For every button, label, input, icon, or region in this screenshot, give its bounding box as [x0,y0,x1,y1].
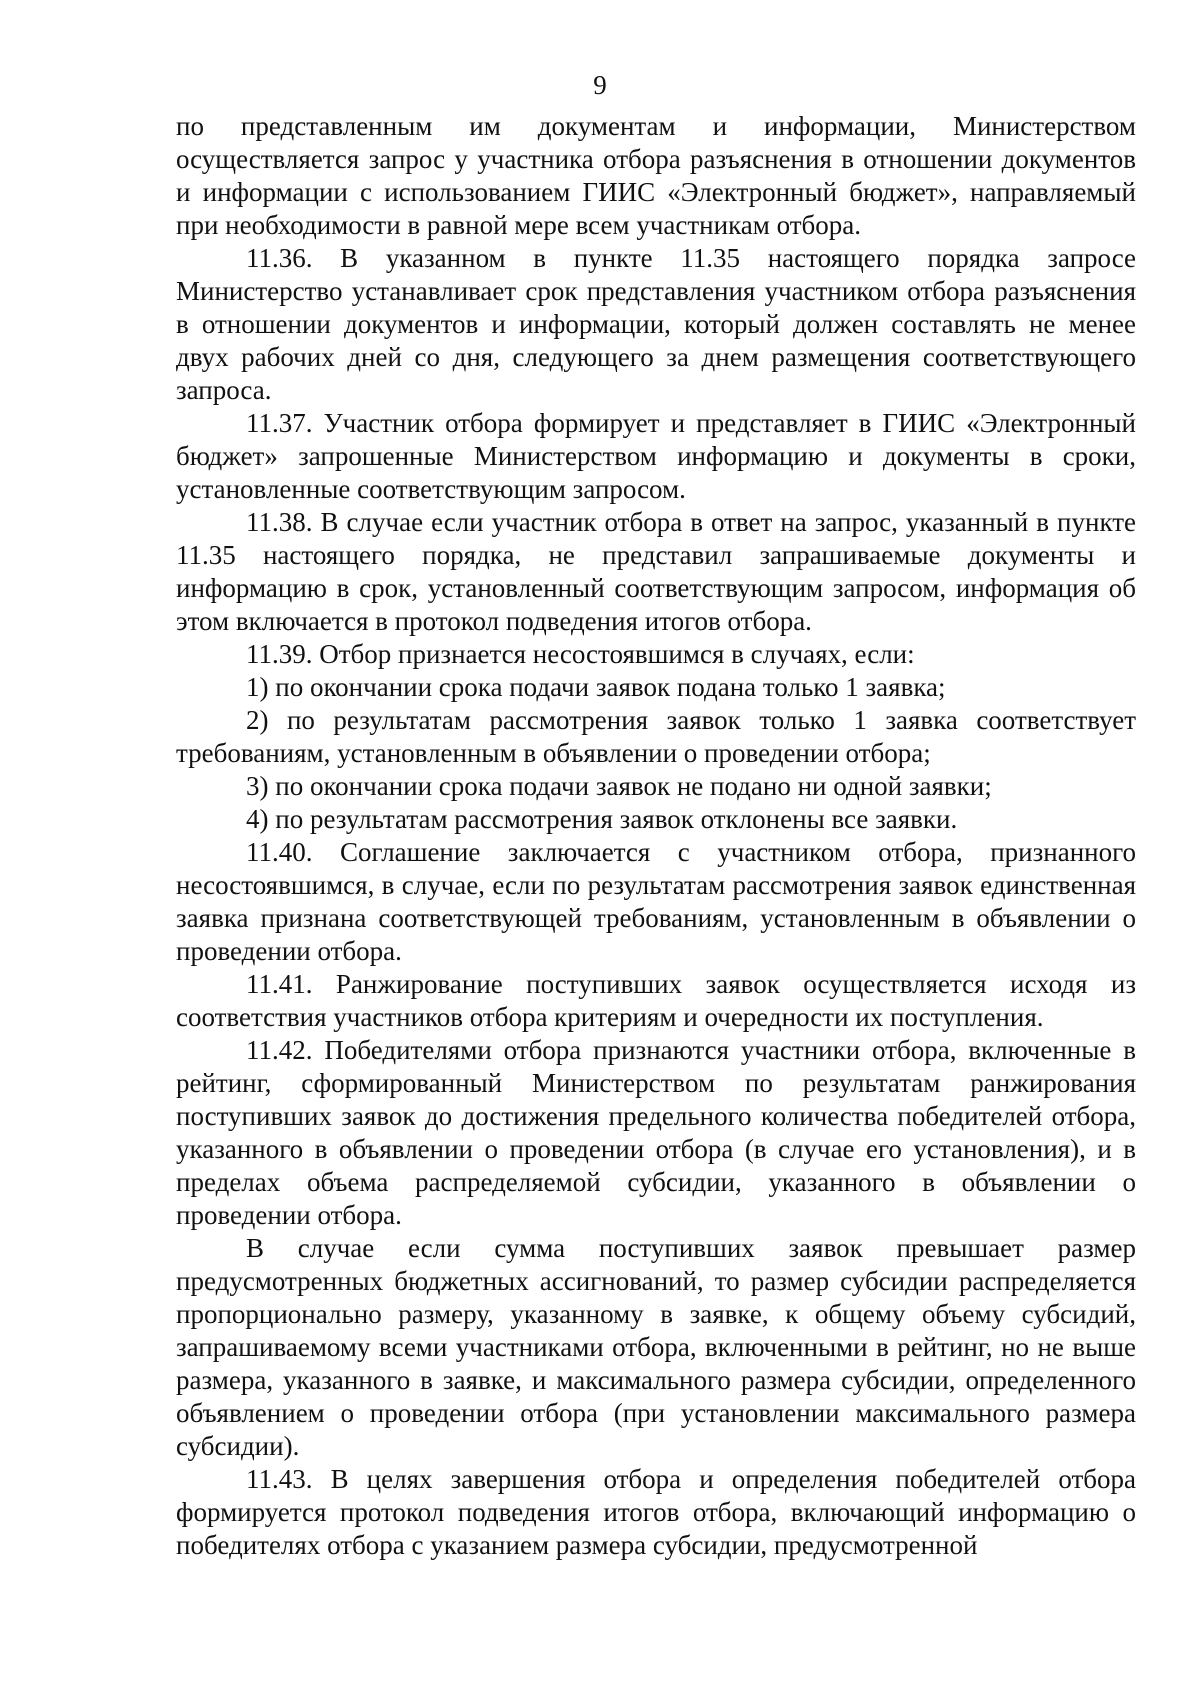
paragraph-11-38: 11.38. В случае если участник отбора в ответ на запрос, указанный в пункте 11.35 настоящего порядка, не представил запрашиваемые документы и информацию в срок, установленный соответствующим запросом, информация об этом включается в протокол подведения итогов отбора. [176,507,1136,636]
page-number: 9 [593,70,607,100]
paragraph-11-42-continued: В случае если сумма поступивших заявок превышает размер предусмотренных бюджетных ассигнований, то размер субсидии распределяется пропорционально размеру, указанному в заявке, к общему объему субсидий, запрашиваемому всеми участниками отбора, включенными в рейтинг, но не выше размера, указанного в заявке, и максимального размера субсидии, определенного объявлением о проведении отбора (при установлении максимального размера субсидии). [176,1233,1136,1461]
document-body [176,110,1136,1562]
list-item-3: 3) по окончании срока подачи заявок не подано ни одной заявки; [246,771,992,801]
paragraph-11-40: 11.40. Соглашение заключается с участником отбора, признанного несостоявшимся, в случае, если по результатам рассмотрения заявок единственная заявка признана соответствующей требованиям, установленным в объявлении о проведении отбора. [176,837,1136,966]
paragraph-11-43: 11.43. В целях завершения отбора и определения победителей отбора формируется протокол подведения итогов отбора, включающий информацию о победителях отбора с указанием размера субсидии, предусмотренной [176,1464,1136,1560]
list-item-4: 4) по результатам рассмотрения заявок отклонены все заявки. [246,804,958,834]
paragraph-11-36: 11.36. В указанном в пункте 11.35 настоящего порядка запросе Министерство устанавливает срок представления участником отбора разъяснения в отношении документов и информации, который должен составлять не менее двух рабочих дней со дня, следующего за днем размещения соответствующего запроса. [176,243,1136,405]
paragraph-11-42: 11.42. Победителями отбора признаются участники отбора, включенные в рейтинг, сформированный Министерством по результатам ранжирования поступивших заявок до достижения предельного количества победителей отбора, указанного в объявлении о проведении отбора (в случае его установления), и в пределах объема распределяемой субсидии, указанного в объявлении о проведении отбора. [176,1035,1136,1230]
list-item-1: 1) по окончании срока подачи заявок подана только 1 заявка; [246,672,946,702]
paragraph-11-39: 11.39. Отбор признается несостоявшимся в случаях, если: [246,639,915,669]
paragraph-continuation: по представленным им документам и информации, Министерством осуществляется запрос у участника отбора разъяснения в отношении документов и информации с использованием ГИИС «Электронный бюджет», направляемый при необходимости в равной мере всем участникам отбора. [176,111,1136,240]
list-item-2: 2) по результатам рассмотрения заявок только 1 заявка соответствует требованиям, установленным в объявлении о проведении отбора; [176,705,1136,768]
paragraph-11-41: 11.41. Ранжирование поступивших заявок осуществляется исходя из соответствия участников отбора критериям и очередности их поступления. [176,969,1136,1032]
paragraph-11-37: 11.37. Участник отбора формирует и представляет в ГИИС «Электронный бюджет» запрошенные Министерством информацию и документы в сроки, установленные соответствующим запросом. [176,408,1136,504]
